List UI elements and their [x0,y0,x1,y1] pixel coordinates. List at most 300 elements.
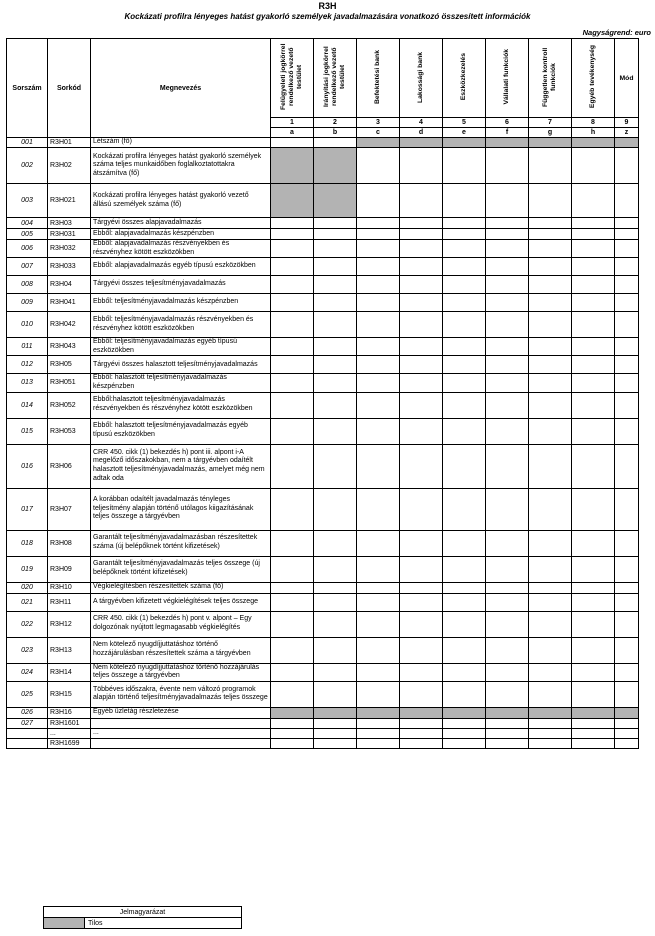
data-cell[interactable] [314,444,357,488]
data-cell[interactable] [314,312,357,338]
data-cell[interactable] [400,582,443,593]
data-cell[interactable] [486,258,529,276]
data-cell[interactable] [443,488,486,530]
data-cell[interactable] [529,418,572,444]
data-cell[interactable] [357,418,400,444]
data-cell[interactable] [443,138,486,148]
row-name: Tárgyévi összes halasztott teljesítményjavadalmazás [91,356,271,374]
data-cell[interactable] [400,374,443,392]
table-row [7,637,639,663]
data-cell[interactable] [357,294,400,312]
data-cell[interactable] [271,582,314,593]
data-cell[interactable] [572,218,615,229]
data-cell[interactable] [443,556,486,582]
data-cell[interactable] [572,444,615,488]
data-cell[interactable] [271,718,314,728]
row-name: Egyéb üzletág részletezése [91,707,271,718]
data-cell[interactable] [443,240,486,258]
data-cell[interactable] [486,392,529,418]
data-cell[interactable] [486,611,529,637]
table-row [7,444,639,488]
data-cell[interactable] [529,444,572,488]
data-cell[interactable] [572,718,615,728]
data-cell[interactable] [357,258,400,276]
data-cell[interactable] [357,530,400,556]
data-cell[interactable] [357,138,400,148]
data-cell[interactable] [529,637,572,663]
data-cell[interactable] [486,663,529,681]
data-cell[interactable] [314,356,357,374]
data-cell[interactable] [529,488,572,530]
data-cell[interactable] [486,556,529,582]
data-cell[interactable] [443,530,486,556]
data-cell[interactable] [529,707,572,718]
data-cell[interactable] [400,738,443,748]
data-cell[interactable] [314,218,357,229]
data-cell[interactable] [314,374,357,392]
data-cell[interactable] [615,258,639,276]
data-cell[interactable] [400,294,443,312]
data-cell[interactable] [572,556,615,582]
data-cell[interactable] [443,593,486,611]
data-cell[interactable] [529,276,572,294]
data-cell[interactable] [443,276,486,294]
data-cell[interactable] [572,276,615,294]
data-cell[interactable] [357,707,400,718]
data-cell[interactable] [615,718,639,728]
data-cell[interactable] [400,240,443,258]
data-cell[interactable] [271,138,314,148]
data-cell[interactable] [314,276,357,294]
data-cell[interactable] [357,218,400,229]
data-cell[interactable] [615,738,639,748]
data-cell[interactable] [486,444,529,488]
row-name: Garantált teljesítményjavadalmazás teljes összege (új belépőknek történt kifizetések) [91,556,271,582]
data-cell[interactable] [357,582,400,593]
data-cell[interactable] [486,593,529,611]
data-cell[interactable] [443,148,486,184]
data-cell[interactable] [529,611,572,637]
data-cell[interactable] [400,611,443,637]
data-cell[interactable] [314,738,357,748]
data-cell[interactable] [400,418,443,444]
data-cell[interactable] [486,582,529,593]
data-cell[interactable] [271,611,314,637]
data-cell[interactable] [443,582,486,593]
data-cell[interactable] [486,294,529,312]
data-cell[interactable] [357,444,400,488]
data-cell[interactable] [400,530,443,556]
data-cell[interactable] [314,556,357,582]
data-cell[interactable] [572,258,615,276]
table-row [7,218,639,229]
data-cell[interactable] [615,663,639,681]
data-cell[interactable] [314,392,357,418]
row-name: ... [91,728,271,738]
data-cell[interactable] [486,276,529,294]
data-cell[interactable] [486,488,529,530]
data-cell[interactable] [572,530,615,556]
data-cell[interactable] [357,663,400,681]
data-cell[interactable] [314,338,357,356]
data-cell[interactable] [529,728,572,738]
data-cell[interactable] [314,611,357,637]
row-name: Kockázati profilra lényeges hatást gyakorló személyek száma teljes munkaidőben foglalkoztatottakra átszámítva (fő) [91,148,271,184]
data-cell[interactable] [486,637,529,663]
data-cell[interactable] [615,312,639,338]
data-cell[interactable] [486,728,529,738]
data-cell[interactable] [271,418,314,444]
data-cell[interactable] [400,356,443,374]
data-cell[interactable] [271,530,314,556]
data-cell[interactable] [615,148,639,184]
data-cell[interactable] [271,294,314,312]
data-cell[interactable] [357,312,400,338]
data-cell[interactable] [314,418,357,444]
data-cell[interactable] [271,240,314,258]
data-cell[interactable] [357,611,400,637]
row-name: Ebből: alapjavadalmazás részvényekben és részvényhez kötött eszközökben [91,240,271,258]
data-cell[interactable] [572,611,615,637]
data-cell[interactable] [529,582,572,593]
data-cell[interactable] [486,707,529,718]
data-cell[interactable] [572,488,615,530]
data-cell[interactable] [615,184,639,218]
header-row [7,39,639,118]
data-cell[interactable] [443,444,486,488]
data-cell[interactable] [443,374,486,392]
data-cell[interactable] [486,229,529,240]
data-cell[interactable] [615,229,639,240]
data-cell[interactable] [357,184,400,218]
data-cell[interactable] [529,184,572,218]
data-cell[interactable] [572,418,615,444]
row-code: R3H08 [48,530,91,556]
data-cell[interactable] [615,294,639,312]
data-cell[interactable] [271,374,314,392]
data-cell[interactable] [572,593,615,611]
data-cell[interactable] [572,240,615,258]
data-cell[interactable] [314,530,357,556]
table-row [7,582,639,593]
data-cell[interactable] [529,138,572,148]
row-serial: 025 [7,681,48,707]
data-cell[interactable] [443,663,486,681]
data-cell[interactable] [615,338,639,356]
data-cell[interactable] [271,356,314,374]
data-cell[interactable] [572,138,615,148]
data-cell[interactable] [443,418,486,444]
data-cell[interactable] [443,258,486,276]
column-number: 5 [443,118,486,128]
data-cell[interactable] [357,738,400,748]
data-cell[interactable] [271,392,314,418]
data-cell[interactable] [615,218,639,229]
form-title: Kockázati profilra lényeges hatást gyakorló személyek javadalmazására vonatkozó összesített információk [124,12,531,21]
data-cell[interactable] [529,258,572,276]
row-code: R3H11 [48,593,91,611]
data-cell[interactable] [615,728,639,738]
data-cell[interactable] [400,637,443,663]
data-cell[interactable] [271,444,314,488]
data-cell[interactable] [357,718,400,728]
data-cell[interactable] [615,444,639,488]
row-serial: 023 [7,637,48,663]
data-cell[interactable] [572,738,615,748]
data-cell[interactable] [486,418,529,444]
header-serial: Sorszám [7,39,48,138]
data-cell[interactable] [572,148,615,184]
data-cell[interactable] [529,229,572,240]
data-cell[interactable] [615,276,639,294]
data-cell[interactable] [529,530,572,556]
data-cell[interactable] [615,582,639,593]
data-cell[interactable] [357,229,400,240]
data-cell[interactable] [486,138,529,148]
data-cell[interactable] [314,663,357,681]
data-cell[interactable] [357,488,400,530]
data-cell[interactable] [443,611,486,637]
data-cell[interactable] [271,663,314,681]
data-cell[interactable] [615,637,639,663]
table-row [7,593,639,611]
data-cell[interactable] [357,556,400,582]
data-cell[interactable] [615,392,639,418]
row-serial: 005 [7,229,48,240]
data-cell[interactable] [486,338,529,356]
table-row [7,611,639,637]
data-cell[interactable] [443,294,486,312]
row-name: Garantált teljesítményjavadalmazásban részesítettek száma (új belépőknek történt kifizetések) [91,530,271,556]
data-cell[interactable] [486,240,529,258]
data-cell[interactable] [529,294,572,312]
data-cell[interactable] [572,184,615,218]
data-cell[interactable] [400,184,443,218]
data-cell[interactable] [314,294,357,312]
data-cell[interactable] [572,374,615,392]
row-code: R3H041 [48,294,91,312]
data-cell[interactable] [615,374,639,392]
row-name: Kockázati profilra lényeges hatást gyakorló vezető állású személyek száma (fő) [91,184,271,218]
data-cell[interactable] [529,148,572,184]
data-cell[interactable] [314,184,357,218]
row-code: R3H01 [48,138,91,148]
data-cell[interactable] [400,556,443,582]
data-cell[interactable] [271,556,314,582]
data-cell[interactable] [400,229,443,240]
data-cell[interactable] [357,593,400,611]
data-cell[interactable] [400,338,443,356]
data-cell[interactable] [443,229,486,240]
data-cell[interactable] [271,728,314,738]
data-cell[interactable] [271,681,314,707]
data-cell[interactable] [314,718,357,728]
column-number: 7 [529,118,572,128]
data-cell[interactable] [486,184,529,218]
data-cell[interactable] [400,718,443,728]
data-cell[interactable] [314,637,357,663]
legend-title: Jelmagyarázat [44,907,242,918]
data-cell[interactable] [357,374,400,392]
data-cell[interactable] [314,707,357,718]
data-cell[interactable] [400,258,443,276]
data-cell[interactable] [615,556,639,582]
data-cell[interactable] [357,392,400,418]
data-cell[interactable] [400,663,443,681]
data-cell[interactable] [357,728,400,738]
data-cell[interactable] [400,148,443,184]
data-cell[interactable] [357,148,400,184]
data-cell[interactable] [357,681,400,707]
data-cell[interactable] [529,338,572,356]
data-cell[interactable] [271,637,314,663]
data-cell[interactable] [529,392,572,418]
report-table [6,38,639,749]
data-cell[interactable] [314,258,357,276]
data-cell[interactable] [400,681,443,707]
data-cell[interactable] [615,240,639,258]
data-cell[interactable] [400,138,443,148]
row-name: Tárgyévi összes teljesítményjavadalmazás [91,276,271,294]
data-cell[interactable] [271,276,314,294]
data-cell[interactable] [486,356,529,374]
data-cell[interactable] [357,637,400,663]
data-cell[interactable] [400,488,443,530]
row-serial: 016 [7,444,48,488]
data-cell[interactable] [400,728,443,738]
data-cell[interactable] [572,681,615,707]
column-header: Független kontroll funkciók [529,39,572,118]
data-cell[interactable] [443,338,486,356]
data-cell[interactable] [486,718,529,728]
data-cell[interactable] [314,593,357,611]
data-cell[interactable] [271,338,314,356]
data-cell[interactable] [314,148,357,184]
data-cell[interactable] [486,530,529,556]
data-cell[interactable] [443,728,486,738]
data-cell[interactable] [314,488,357,530]
data-cell[interactable] [314,240,357,258]
data-cell[interactable] [529,312,572,338]
data-cell[interactable] [443,392,486,418]
data-cell[interactable] [271,488,314,530]
data-cell[interactable] [529,556,572,582]
data-cell[interactable] [357,276,400,294]
data-cell[interactable] [314,229,357,240]
data-cell[interactable] [400,276,443,294]
data-cell[interactable] [443,718,486,728]
data-cell[interactable] [486,681,529,707]
data-cell[interactable] [443,707,486,718]
data-cell[interactable] [572,392,615,418]
data-cell[interactable] [615,488,639,530]
data-cell[interactable] [357,240,400,258]
data-cell[interactable] [400,444,443,488]
data-cell[interactable] [400,707,443,718]
data-cell[interactable] [314,138,357,148]
data-cell[interactable] [615,530,639,556]
data-cell[interactable] [572,356,615,374]
data-cell[interactable] [271,229,314,240]
data-cell[interactable] [572,338,615,356]
data-cell[interactable] [529,356,572,374]
data-cell[interactable] [486,738,529,748]
row-serial: 014 [7,392,48,418]
data-cell[interactable] [443,738,486,748]
data-cell[interactable] [529,663,572,681]
data-cell[interactable] [572,637,615,663]
data-cell[interactable] [357,356,400,374]
data-cell[interactable] [486,148,529,184]
data-cell[interactable] [529,240,572,258]
row-serial: 027 [7,718,48,728]
data-cell[interactable] [572,728,615,738]
data-cell[interactable] [443,637,486,663]
data-cell[interactable] [314,728,357,738]
table-row [7,356,639,374]
data-cell[interactable] [529,218,572,229]
data-cell[interactable] [443,218,486,229]
data-cell[interactable] [443,184,486,218]
data-cell[interactable] [529,738,572,748]
data-cell[interactable] [400,218,443,229]
data-cell[interactable] [529,681,572,707]
data-cell[interactable] [400,593,443,611]
data-cell[interactable] [529,593,572,611]
data-cell[interactable] [529,718,572,728]
data-cell[interactable] [615,356,639,374]
legend-swatch [44,918,85,929]
data-cell[interactable] [486,312,529,338]
data-cell[interactable] [615,681,639,707]
row-serial: 012 [7,356,48,374]
data-cell[interactable] [271,184,314,218]
row-name: A tárgyévben kifizetett végkielégítések teljes összege [91,593,271,611]
data-cell[interactable] [615,418,639,444]
column-number: 4 [400,118,443,128]
data-cell[interactable] [486,218,529,229]
data-cell[interactable] [615,707,639,718]
data-cell[interactable] [443,356,486,374]
data-cell[interactable] [314,582,357,593]
data-cell[interactable] [572,312,615,338]
table-row [7,229,639,240]
data-cell[interactable] [443,681,486,707]
data-cell[interactable] [572,229,615,240]
data-cell[interactable] [572,582,615,593]
data-cell[interactable] [271,593,314,611]
data-cell[interactable] [615,611,639,637]
data-cell[interactable] [486,374,529,392]
data-cell[interactable] [271,738,314,748]
data-cell[interactable] [271,312,314,338]
data-cell[interactable] [271,218,314,229]
data-cell[interactable] [400,392,443,418]
data-cell[interactable] [529,374,572,392]
data-cell[interactable] [400,312,443,338]
data-cell[interactable] [443,312,486,338]
data-cell[interactable] [271,707,314,718]
data-cell[interactable] [572,707,615,718]
data-cell[interactable] [572,663,615,681]
data-cell[interactable] [615,138,639,148]
data-cell[interactable] [271,258,314,276]
data-cell[interactable] [572,294,615,312]
data-cell[interactable] [615,593,639,611]
data-cell[interactable] [357,338,400,356]
data-cell[interactable] [271,148,314,184]
data-cell[interactable] [314,681,357,707]
